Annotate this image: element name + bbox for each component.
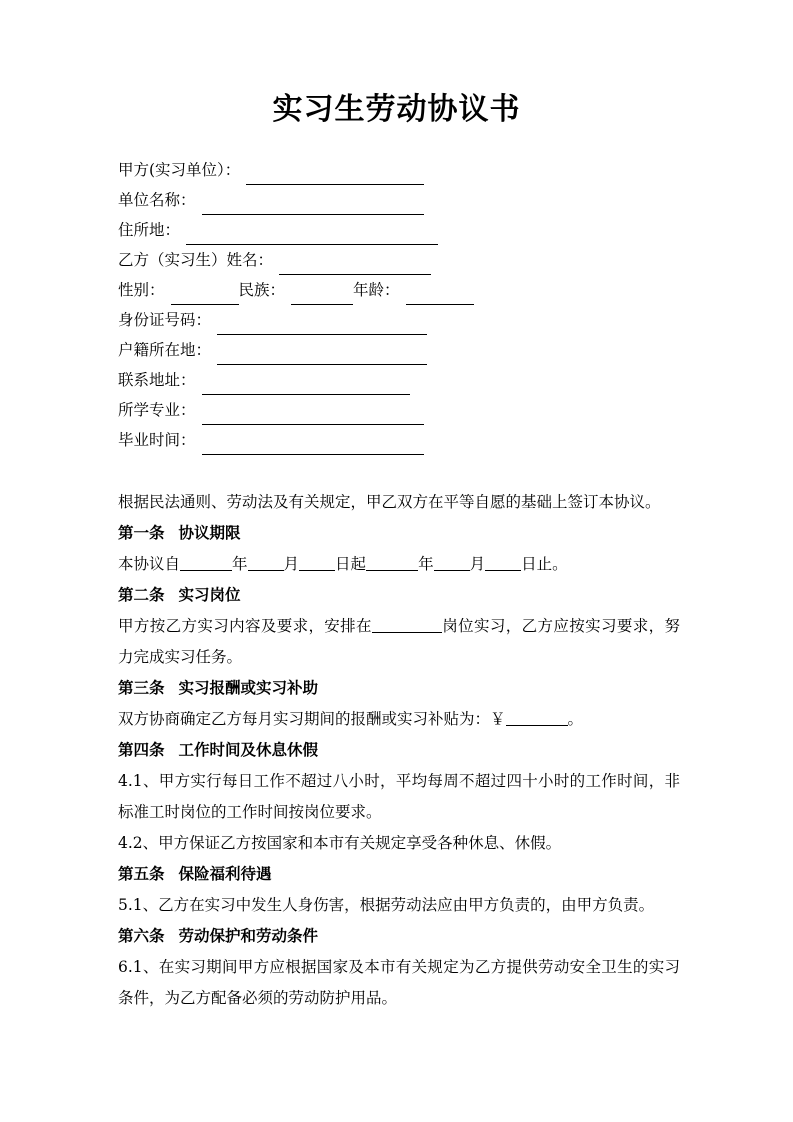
field-row-major — [118, 395, 680, 425]
clause-1-heading — [118, 518, 680, 549]
field-row-party-b-name — [118, 245, 680, 275]
clause-1-number: 第一条 — [118, 524, 165, 542]
field-label-household-registration: 户籍所在地： — [118, 341, 212, 359]
field-label-gender: 性别： — [118, 281, 165, 299]
blank-start-month[interactable] — [248, 553, 284, 571]
clause-6-number: 第六条 — [118, 927, 165, 945]
field-row-household-registration — [118, 335, 680, 365]
clause-3-title: 实习报酬或实习补助 — [178, 679, 319, 697]
field-label-company-name: 单位名称： — [118, 191, 196, 209]
clause-3-text-b: 。 — [567, 710, 584, 728]
field-label-graduation-date: 毕业时间： — [118, 431, 196, 449]
clause-1-text-c: 月 — [283, 555, 300, 573]
blank-start-day[interactable] — [299, 553, 335, 571]
field-row-identity — [118, 275, 680, 305]
field-blank-party-a[interactable] — [246, 164, 424, 185]
field-label-ethnicity: 民族： — [238, 281, 286, 299]
field-label-major: 所学专业： — [118, 401, 196, 419]
field-blank-contact-address[interactable] — [202, 374, 410, 395]
document-content — [118, 155, 680, 1014]
field-blank-party-b-name[interactable] — [279, 254, 431, 275]
clause-6-heading — [118, 921, 680, 952]
field-row-id-number — [118, 305, 680, 335]
clause-5-title: 保险福利待遇 — [178, 865, 272, 883]
clause-1-text — [118, 549, 680, 580]
clause-2-title: 实习岗位 — [178, 586, 241, 604]
field-blank-gender[interactable] — [171, 284, 239, 305]
field-label-party-b-name: 乙方（实习生）姓名： — [118, 251, 274, 269]
field-row-contact-address — [118, 365, 680, 395]
clause-2-text-a: 甲方按乙方实习内容及要求，安排在 — [118, 617, 372, 635]
field-row-party-a — [118, 155, 680, 185]
clause-3-number: 第三条 — [118, 679, 165, 697]
field-label-party-a: 甲方(实习单位）： — [118, 161, 241, 179]
clause-4-heading — [118, 735, 680, 766]
blank-stipend-amount[interactable] — [506, 708, 568, 726]
clause-3-text — [118, 704, 680, 735]
field-blank-ethnicity[interactable] — [291, 284, 353, 305]
blank-end-month[interactable] — [434, 553, 470, 571]
blank-end-day[interactable] — [485, 553, 521, 571]
clause-1-title: 协议期限 — [178, 524, 241, 542]
field-label-address: 住所地： — [118, 221, 181, 239]
clause-5-heading — [118, 859, 680, 890]
blank-end-year[interactable] — [366, 553, 418, 571]
clause-1-text-b: 年 — [232, 555, 248, 573]
preamble-paragraph: 根据民法通则、劳动法及有关规定，甲乙双方在平等自愿的基础上签订本协议。 — [118, 493, 661, 511]
clause-4-item-2: 4.2、甲方保证乙方按国家和本市有关规定享受各种休息、休假。 — [118, 834, 562, 852]
blank-position[interactable] — [372, 615, 442, 633]
field-blank-graduation-date[interactable] — [202, 434, 424, 455]
page-title: 实习生劳动协议书 — [272, 92, 521, 127]
field-blank-id-number[interactable] — [217, 314, 427, 335]
field-blank-age[interactable] — [406, 284, 474, 305]
field-label-id-number: 身份证号码： — [118, 311, 212, 329]
agreement-body — [118, 487, 680, 1014]
clause-6-item-1: 6.1、在实习期间甲方应根据国家及本市有关规定为乙方提供劳动安全卫生的实习条件，为乙方配备必须的劳动防护用品。 — [118, 958, 680, 1007]
clause-2-text-b: 岗位实习，乙方应按实习要求，努力完成实习任务。 — [118, 617, 680, 666]
clause-2-heading — [118, 580, 680, 611]
clause-2-text — [118, 611, 680, 673]
field-row-graduation-date — [118, 425, 680, 455]
field-row-address — [118, 215, 680, 245]
clause-3-heading — [118, 673, 680, 704]
clause-1-text-g: 日止。 — [521, 555, 568, 573]
clause-1-text-e: 年 — [418, 555, 434, 573]
field-label-age: 年龄： — [353, 281, 400, 299]
clause-1-text-a: 本协议自 — [118, 555, 181, 573]
field-blank-major[interactable] — [202, 404, 424, 425]
clause-1-text-f: 月 — [469, 555, 486, 573]
clause-3-text-a: 双方协商确定乙方每月实习期间的报酬或实习补贴为：￥ — [118, 710, 506, 728]
field-blank-company-name[interactable] — [202, 194, 424, 215]
field-row-company-name — [118, 185, 680, 215]
clause-4-item-1: 4.1、甲方实行每日工作不超过八小时，平均每周不超过四十小时的工作时间，非标准工时岗位的工作时间按岗位要求。 — [118, 772, 680, 821]
clause-1-text-d: 日起 — [335, 555, 367, 573]
party-info-form — [118, 155, 680, 455]
clause-5-number: 第五条 — [118, 865, 165, 883]
clause-5-item-1: 5.1、乙方在实习中发生人身伤害，根据劳动法应由甲方负责的，由甲方负责。 — [118, 896, 655, 914]
blank-start-year[interactable] — [180, 553, 232, 571]
field-label-contact-address: 联系地址： — [118, 371, 196, 389]
clause-6-title: 劳动保护和劳动条件 — [178, 927, 319, 945]
field-blank-household-registration[interactable] — [217, 344, 427, 365]
clause-4-title: 工作时间及休息休假 — [178, 741, 319, 759]
clause-2-number: 第二条 — [118, 586, 165, 604]
clause-4-number: 第四条 — [118, 741, 165, 759]
field-blank-address[interactable] — [186, 224, 438, 245]
